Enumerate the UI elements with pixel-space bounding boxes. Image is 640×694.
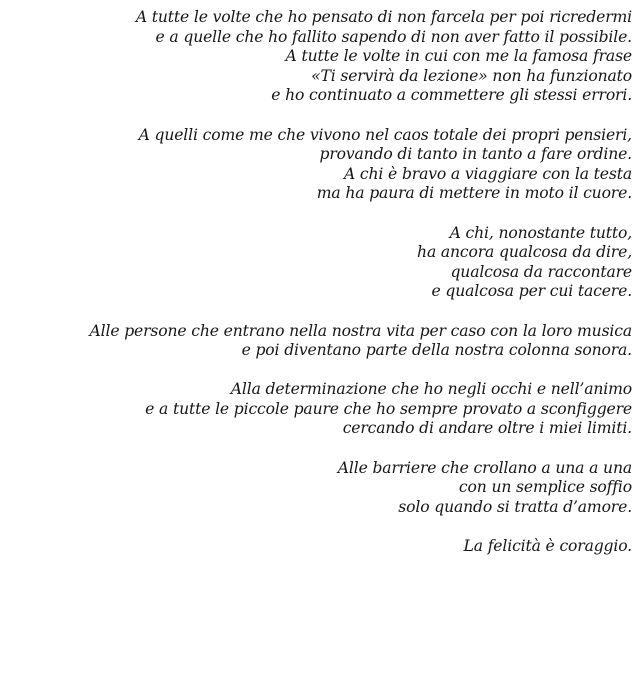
poem-line: qualcosa da raccontare: [450, 262, 632, 281]
poem-text: [12, 8, 632, 576]
poem-line: solo quando si tratta d’amore.: [398, 497, 632, 516]
poem-line: A tutte le volte in cui con me la famosa frase: [285, 47, 632, 66]
poem-line: e ho continuato a commettere gli stessi errori.: [271, 86, 632, 105]
poem-line: ha ancora qualcosa da dire,: [417, 243, 632, 262]
poem-line: e a tutte le piccole paure che ho sempre provato a sconfiggere: [145, 399, 632, 418]
poem-line: provando di tanto in tanto a fare ordine.: [319, 145, 632, 164]
poem-line: «Ti servirà da lezione» non ha funzionato: [311, 66, 632, 85]
poem-line: A chi è bravo a viaggiare con la testa: [344, 164, 632, 183]
poem-line-final: La felicità è coraggio.: [463, 537, 632, 556]
stanza-6: [12, 459, 632, 518]
poem-line: e qualcosa per cui tacere.: [431, 282, 632, 301]
poem-line: con un semplice soffio: [458, 478, 632, 497]
poem-line: Alla determinazione che ho negli occhi e nell’animo: [230, 380, 632, 399]
poem-line: ma ha paura di mettere in moto il cuore.: [316, 184, 632, 203]
stanza-3: [12, 224, 632, 302]
poem-line: e a quelle che ho fallito sapendo di non aver fatto il possibile.: [155, 27, 632, 46]
stanza-2: [12, 126, 632, 204]
stanza-7: [12, 537, 632, 557]
stanza-1: [12, 8, 632, 106]
poem-line: A chi, nonostante tutto,: [449, 223, 632, 242]
stanza-5: [12, 380, 632, 439]
poem-line: A tutte le volte che ho pensato di non farcela per poi ricredermi: [135, 8, 632, 26]
poem-line: A quelli come me che vivono nel caos totale dei propri pensieri,: [138, 125, 632, 144]
poem-line: e poi diventano parte della nostra colonna sonora.: [241, 341, 632, 360]
poem-line: Alle persone che entrano nella nostra vita per caso con la loro musica: [89, 321, 632, 340]
stanza-4: [12, 322, 632, 361]
poem-line: cercando di andare oltre i miei limiti.: [342, 419, 632, 438]
poem-line: Alle barriere che crollano a una a una: [337, 458, 632, 477]
